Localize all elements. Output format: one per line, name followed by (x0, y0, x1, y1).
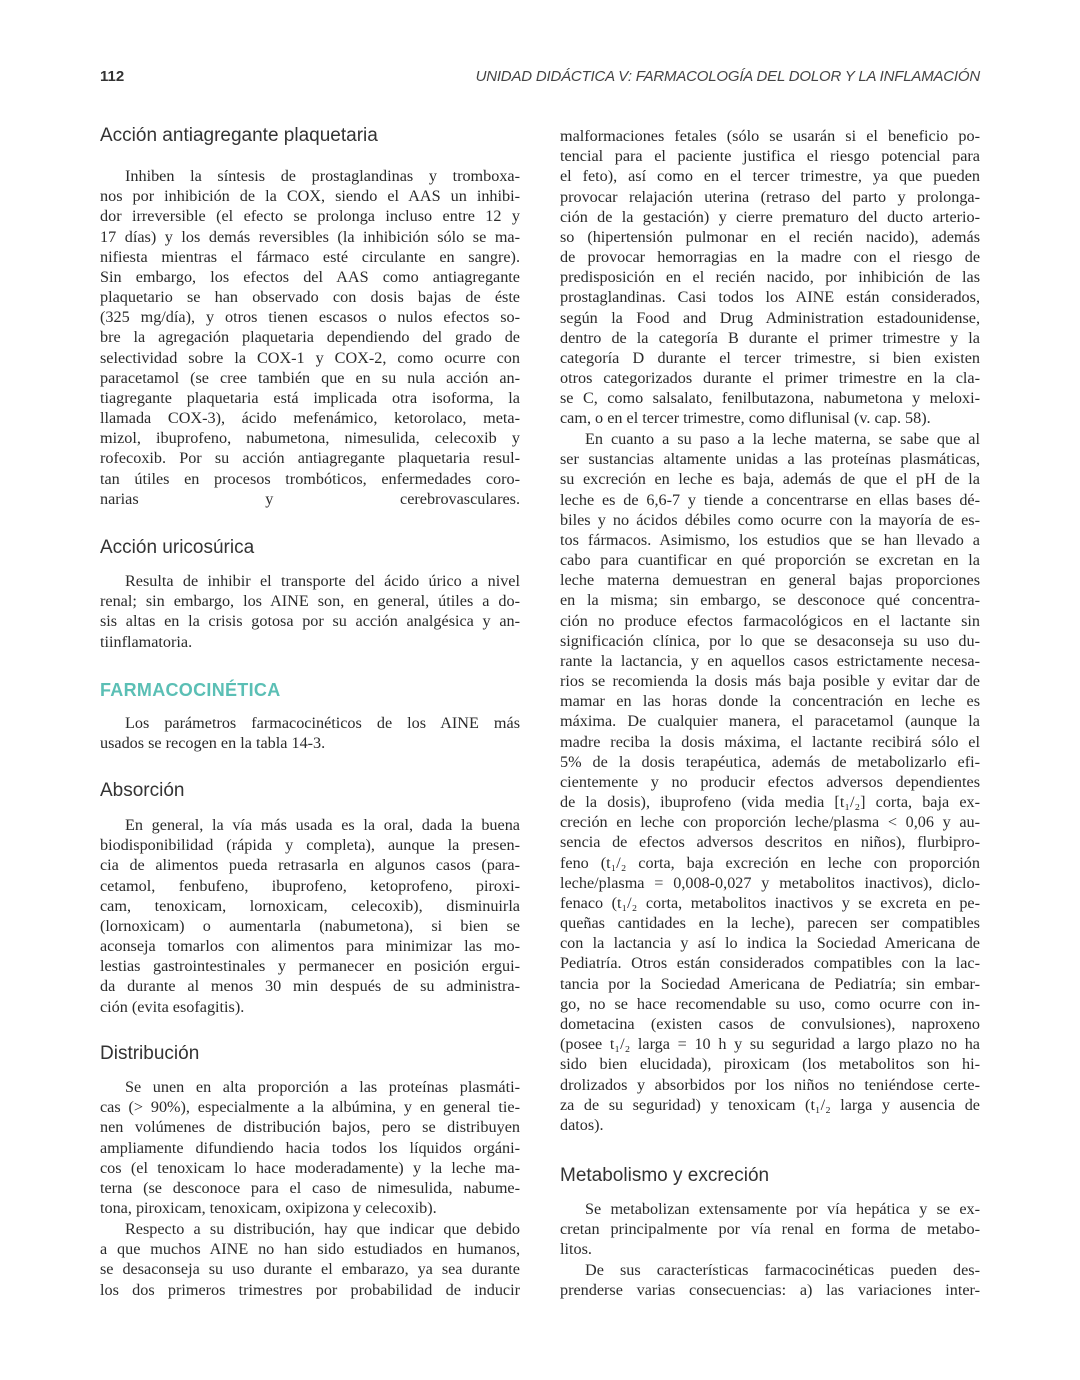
text-line: (325 mg/día), y otros tienen escasos o nulos efectos so- (100, 308, 520, 327)
paragraph-antiagregante (100, 166, 520, 509)
paragraph-absorcion (100, 815, 520, 1017)
text-line: se C, como salsalato, fenilbutazona, nabumetona y meloxi- (560, 389, 980, 408)
text-line: tona, piroxicam, tenoxicam, oxipizona y celecoxib). (100, 1199, 437, 1218)
text-line: En cuanto a su paso a la leche materna, se sabe que al (585, 430, 980, 448)
text-line: datos). (560, 1115, 604, 1134)
text-line: so (hipertensión pulmonar en el recién nacido), además (560, 227, 980, 246)
text-line: mizol, ibuprofeno, nabumetona, nimesulida, celecoxib y (100, 429, 520, 448)
heading-absorcion: Absorción (100, 780, 185, 801)
text-line: terna (se desconoce para el caso de nimesulida, nabume- (100, 1178, 520, 1197)
text-line: leche/plasma = 0,008-0,027 y metabolitos inactivos), diclo- (560, 873, 980, 892)
text-line: nifiesta mientras el fármaco esté circulante en sangre). (100, 247, 520, 266)
paragraph-embarazo-continued (560, 126, 980, 429)
text-line: lestias gastrointestinales y permanecer en posición ergui- (100, 957, 520, 976)
text-line: cretan principalmente por vía renal en forma de metabo- (560, 1220, 980, 1239)
text-line: se desaconseja su uso durante el embarazo, ya sea durante (100, 1260, 520, 1279)
text-line: sido bien elucidada), piroxicam (los metabolitos son hi- (560, 1055, 980, 1074)
text-line: usados se recogen en la tabla 14-3. (100, 734, 326, 753)
text-line: (posee t₁/₂ larga = 10 h y su seguridad a largo plazo no ha (560, 1035, 980, 1054)
text-line: tiinflamatoria. (100, 632, 193, 651)
text-line: leche es de 6,6-7 y tiende a concentrarse en ellas bases dé- (560, 490, 980, 509)
text-line: litos. (560, 1240, 592, 1259)
text-line: narias y cerebrovasculares. (100, 489, 520, 508)
paragraph-metabolismo-2 (560, 1260, 980, 1300)
text-line: los dos primeros trimestres por probabilidad de inducir (100, 1280, 520, 1299)
text-line: ser sustancias altamente unidas a las proteínas plasmáticas, (560, 450, 980, 469)
text-line: ción de la gestación) y cierre prematuro del ducto arterio- (560, 207, 980, 226)
text-line: Pediatría. Otros están considerados compatibles con la lac- (560, 954, 980, 973)
text-line: su excreción en leche es baja, además de que el pH de la (560, 470, 980, 489)
text-line: tiagregante plaquetaria está implicada otra isoforma, la (100, 388, 520, 407)
text-line: a que muchos AINE no han sido estudiados en humanos, (100, 1240, 520, 1259)
heading-metabolismo: Metabolismo y excreción (560, 1165, 770, 1186)
text-line: ampliamente difundiendo hacia todos los líquidos orgáni- (100, 1138, 520, 1157)
text-line: cam, o en el tercer trimestre, como diflunisal (v. cap. 58). (560, 409, 931, 428)
text-line: rofecoxib. Por su acción antiagregante plaquetaria resul- (100, 449, 520, 468)
text-line: rante la lactancia, y en aquellos casos estrictamente necesa- (560, 651, 980, 670)
text-line: el feto), así como en el tercer trimestre, ya que pueden (560, 167, 980, 186)
text-line: de la dosis), ibuprofeno (vida media [t₁/₂] corta, baja ex- (560, 793, 980, 812)
text-line: nen volúmenes de distribución bajos, pero se distribuyen (100, 1118, 520, 1137)
text-line: tancia por la Sociedad Americana de Pediatría; sin embar- (560, 974, 980, 993)
text-line: Respecto a su distribución, hay que indicar que debido (125, 1220, 520, 1238)
text-line: aconseja tomarlos con alimentos para minimizar las mo- (100, 937, 520, 956)
paragraph-distribucion-1 (100, 1077, 520, 1218)
text-line: renal; sin embargo, los AINE son, en general, útiles a do- (100, 592, 520, 611)
text-line: za de su seguridad) y tenoxicam (t₁/₂ larga y ausencia de (560, 1095, 980, 1114)
text-line: Resulta de inhibir el transporte del ácido úrico a nivel (125, 572, 520, 590)
text-line: bre la agregación plaquetaria dependiendo del grado de (100, 328, 520, 347)
text-line: en la misma; sin embargo, se desconoce qué concentra- (560, 591, 980, 610)
text-line: da durante al menos 30 min después de su administra- (100, 977, 520, 996)
text-line: drolizados y absorbidos por los niños no teniéndose certe- (560, 1075, 980, 1094)
text-line: significación clínica, por lo que se desaconseja su uso du- (560, 631, 980, 650)
text-line: feno (t₁/₂ corta, baja excreción en leche con proporción (560, 853, 980, 872)
text-line: 17 días) y los demás reversibles (la inhibición sólo se ma- (100, 227, 520, 246)
text-line: selectividad sobre la COX-1 y COX-2, como ocurre con (100, 348, 520, 367)
text-line: máxima. De cualquier manera, el paracetamol (aunque la (560, 712, 980, 731)
text-line: go, no se hace recomendable su uso, como ocurre con in- (560, 994, 980, 1013)
paragraph-metabolismo-1 (560, 1199, 980, 1260)
text-line: malformaciones fetales (sólo se usarán si el beneficio po- (560, 127, 980, 145)
text-line: madre reciba la dosis máxima, el lactante recibirá sólo el (560, 732, 980, 751)
text-line: ción no produce efectos farmacológicos en el lactante sin (560, 611, 980, 630)
text-line: categoría D durante el tercer trimestre, si bien existen (560, 348, 980, 367)
text-line: ción (evita esofagitis). (100, 997, 245, 1016)
text-line: otros categorizados durante el primer trimestre en la cla- (560, 369, 980, 388)
text-line: mamar en las horas donde la concentración en leche es (560, 692, 980, 711)
text-line: Se unen en alta proporción a las proteínas plasmáti- (125, 1078, 520, 1096)
text-line: dor irreversible (el efecto se prolonga incluso entre 12 y (100, 207, 520, 226)
text-line: (lornoxicam) o aumentarla (nabumetona), si bien se (100, 916, 520, 935)
text-line: tencial para el paciente justifica el riesgo potencial para (560, 147, 980, 166)
text-line: prostaglandinas. Casi todos los AINE están considerados, (560, 288, 980, 307)
text-line: predisposición en el recién nacido, por inhibición de las (560, 268, 980, 287)
text-line: prenderse varias consecuencias: a) las variaciones inter- (560, 1281, 980, 1300)
paragraph-lactancia (560, 429, 980, 1135)
text-line: 5% de la dosis terapéutica, además de metabolizarlo efi- (560, 752, 980, 771)
text-line: sencia de efectos adversos descritos en niños), flurbipro- (560, 833, 980, 852)
text-line: tos fármacos. Asimismo, los estudios que se han llevado a (560, 530, 980, 549)
text-line: sis altas en la crisis gotosa por su acción analgésica y an- (100, 612, 520, 631)
heading-distribucion: Distribución (100, 1043, 200, 1064)
text-line: De sus características farmacocinéticas pueden des- (585, 1261, 980, 1279)
text-line: con la lactancia y así lo indica la Sociedad Americana de (560, 934, 980, 953)
text-line: cia de alimentos pueda retrasarla en algunos casos (para- (100, 856, 520, 875)
text-line: queñas cantidades en la leche), parecen ser compatibles (560, 914, 980, 933)
text-line: tan útiles en procesos trombóticos, enfermedades coro- (100, 469, 520, 488)
running-header: UNIDAD DIDÁCTICA V: FARMACOLOGÍA DEL DOLOR Y LA INFLAMACIÓN (475, 68, 980, 85)
text-line: biodisponibilidad (rápida y completa), aunque la presen- (100, 836, 520, 855)
text-line: cientemente y no producir efectos adversos dependientes (560, 772, 980, 791)
text-line: biles y no ácidos débiles como ocurre con la mayoría de es- (560, 510, 980, 529)
text-line: plaquetario se han observado con dosis bajas de éste (100, 288, 520, 307)
text-line: cetamol, fenbufeno, ibuprofeno, ketoprofeno, piroxi- (100, 876, 520, 895)
paragraph-uricosurica (100, 571, 520, 652)
text-line: Los parámetros farmacocinéticos de los AINE más (125, 714, 520, 732)
text-line: cas (> 90%), especialmente a la albúmina, y en general tie- (100, 1098, 520, 1117)
text-line: cabo para cuantificar en qué proporción se excretan en la (560, 551, 980, 570)
text-line: cam, tenoxicam, lornoxicam, celecoxib), disminuirla (100, 896, 520, 915)
text-line: Se metabolizan extensamente por vía hepática y se ex- (585, 1200, 980, 1218)
text-line: En general, la vía más usada es la oral, dada la buena (125, 816, 520, 834)
text-line: creción en leche con proporción leche/plasma < 0,06 y au- (560, 813, 980, 832)
text-line: nos por inhibición de la COX, siendo el AAS un inhibi- (100, 187, 520, 206)
text-line: fenaco (t₁/₂ corta, metabolitos inactivos y se excreta en pe- (560, 893, 980, 912)
heading-antiagregante: Acción antiagregante plaquetaria (100, 125, 378, 146)
paragraph-farmacocinetica (100, 713, 520, 753)
text-line: Sin embargo, los efectos del AAS como antiagregante (100, 267, 520, 286)
heading-uricosurica: Acción uricosúrica (100, 537, 255, 558)
paragraph-distribucion-2 (100, 1219, 520, 1300)
text-line: paracetamol (se cree también que en su nula acción an- (100, 368, 520, 387)
text-line: dentro de la categoría B durante el primer trimestre y la (560, 328, 980, 347)
text-line: de provocar hemorragias en la madre con el riesgo de (560, 248, 980, 267)
text-line: cos (el tenoxicam lo hace moderadamente) y la leche ma- (100, 1158, 520, 1177)
text-line: Inhiben la síntesis de prostaglandinas y tromboxa- (125, 167, 520, 185)
text-line: provocar relajación uterina (retraso del parto y prolonga- (560, 187, 980, 206)
page-number: 112 (100, 68, 125, 85)
section-heading-farmacocinetica: FARMACOCINÉTICA (100, 680, 281, 700)
text-line: según la Food and Drug Administration estadounidense, (560, 308, 980, 327)
text-line: llamada COX-3), ácido mefenámico, ketorolaco, meta- (100, 409, 520, 428)
text-line: rios se recomienda la dosis más baja posible y evitar dar de (560, 672, 980, 691)
text-line: dometacina (existen casos de convulsiones), naproxeno (560, 1014, 980, 1033)
text-line: leche materna demuestran en general bajas proporciones (560, 571, 980, 590)
